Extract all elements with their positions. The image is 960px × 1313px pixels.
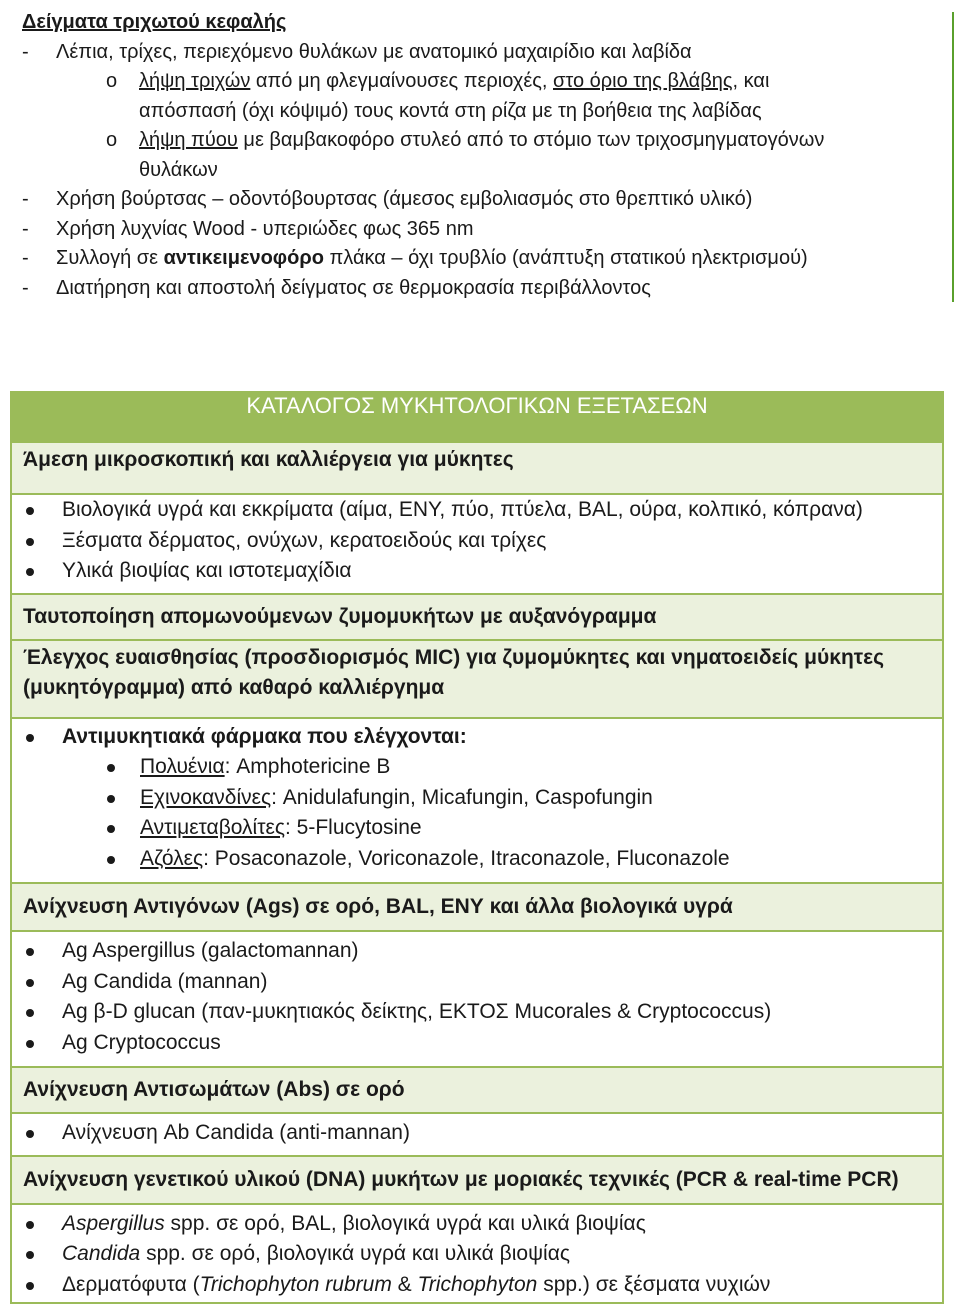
section-body <box>11 1204 943 1304</box>
list-item: Ag Aspergillus (galactomannan) <box>23 936 931 967</box>
text-run: spp.) σε ξέσματα νυχιών <box>537 1272 771 1296</box>
dash-item-text: Διατήρηση και αποστολή δείγματος σε θερμοκρασία περιβάλλοντος <box>56 276 651 299</box>
drug-list <box>23 752 931 874</box>
text-run: απόσπασή (όχι κόψιμό) τους κοντά στη ρίζα με τη βοήθεια της λαβίδας <box>139 99 762 122</box>
section-header-text: Άμεση μικροσκοπική και καλλιέργεια για μύκητες <box>23 448 514 471</box>
bullet-list <box>23 495 931 587</box>
mycology-exam-catalog-table <box>10 391 944 1304</box>
genus-name: Candida <box>62 1242 141 1265</box>
drug-class: Αντιμεταβολίτες <box>140 816 285 839</box>
list-item: Ξέσματα δέρματος, ονύχων, κερατοειδούς και τρίχες <box>23 526 931 557</box>
text-run: Συλλογή σε <box>56 247 164 269</box>
dash-marker: - <box>22 188 29 210</box>
bullet-list <box>23 1209 931 1301</box>
section-body <box>11 1113 943 1156</box>
section-title: Δείγματα τριχωτού κεφαλής <box>22 11 287 33</box>
drug-names: Posaconazole, Voriconazole, Itraconazole, Fluconazole <box>214 846 730 870</box>
catalog-heading: ΚΑΤΑΛΟΓΟΣ ΜΥΚΗΤΟΛΟΓΙΚΩΝ ΕΞΕΤΑΣΕΩΝ <box>11 392 943 442</box>
drug-item <box>23 813 931 844</box>
section-header-text: (μυκητόγραμμα) από καθαρό καλλιέργημα <box>23 675 445 699</box>
underlined-term: λήψη πύου <box>139 129 238 151</box>
circle-bullet-icon: o <box>106 70 118 92</box>
list-item: Ag Cryptococcus <box>23 1028 931 1059</box>
separator: : <box>203 846 215 870</box>
dash-item <box>22 215 952 245</box>
right-margin-rule <box>952 12 954 302</box>
drug-names: Anidulafungin, Micafungin, Caspofungin <box>282 785 653 809</box>
drug-item <box>23 752 931 783</box>
separator: : <box>285 816 297 839</box>
underlined-term: στο όριο της βλάβης <box>553 70 733 92</box>
dash-item-text: Χρήση βούρτσας – οδοντόβουρτσας (άμεσος εμβολιασμός στο θρεπτικό υλικό) <box>56 188 753 210</box>
separator: : <box>271 785 283 809</box>
text-run: από μη φλεγμαίνουσες περιοχές, <box>250 70 553 92</box>
underlined-term: λήψη τριχών <box>139 70 251 92</box>
list-item: Ag β-D glucan (παν-μυκητιακός δείκτης, ΕΚΤΟΣ Mucorales & Cryptococcus) <box>23 997 931 1028</box>
section-header: Ταυτοποίηση απομωνούμενων ζυμομυκήτων με αυξανόγραμμα <box>11 594 943 640</box>
text-run: πλάκα – όχι τρυβλίο (ανάπτυξη στατικού ηλεκτρισμού) <box>323 247 808 269</box>
drug-names: 5-Flucytosine <box>296 816 422 839</box>
drug-names: Amphotericine B <box>236 755 391 778</box>
dash-item-text: Χρήση λυχνίας Wood - υπεριώδες φως 365 nm <box>56 217 474 240</box>
drug-item <box>23 783 931 814</box>
text-run: με βαμβακοφόρο στυλεό από το στόμιο των τριχοσμηγματογόνων <box>237 129 825 151</box>
dash-item-text: Λέπια, τρίχες, περιεχόμενο θυλάκων με ανατομικό μαχαιρίδιο και λαβίδα <box>56 40 692 63</box>
section-header <box>11 442 943 494</box>
section-header <box>11 640 943 718</box>
scalp-samples-section <box>22 8 952 303</box>
text-run: spp. σε ορό, BAL, βιολογικά υγρά και υλικά βιοψίας <box>164 1211 646 1235</box>
dash-marker: - <box>22 40 29 63</box>
list-item <box>23 1209 931 1240</box>
drug-class: Πολυένια <box>140 755 225 778</box>
dash-item <box>22 274 952 304</box>
section-body <box>11 494 943 594</box>
bullet-list <box>23 936 931 1058</box>
bold-term: αντικειμενοφόρο <box>163 247 324 269</box>
section-header: Ανίχνευση γενετικού υλικού (DNA) μυκήτων με μοριακές τεχνικές (PCR & real-time PCR) <box>11 1156 943 1204</box>
genus-name: Trichophyton <box>417 1272 538 1296</box>
dash-marker: - <box>22 217 29 240</box>
list-item: Ag Candida (mannan) <box>23 967 931 998</box>
text-run: Δερματόφυτα ( <box>62 1272 200 1296</box>
dash-item <box>22 244 952 274</box>
list-item: Ανίχνευση Ab Candida (anti-mannan) <box>23 1118 931 1149</box>
text-run: & <box>391 1272 418 1296</box>
drug-class: Αζόλες <box>140 846 204 870</box>
text-run: θυλάκων <box>139 158 218 181</box>
drug-item <box>23 844 931 875</box>
dash-marker: - <box>22 247 29 269</box>
section-body <box>11 718 943 884</box>
bullet-list <box>23 722 931 753</box>
section-body <box>11 931 943 1067</box>
dash-item <box>22 185 952 215</box>
section-header: Ανίχνευση Αντιγόνων (Ags) σε ορό, BAL, ΕΝΥ και άλλα βιολογικά υγρά <box>11 883 943 931</box>
genus-name: Aspergillus <box>62 1211 165 1235</box>
section-header: Ανίχνευση Αντισωμάτων (Abs) σε ορό <box>11 1067 943 1113</box>
species-name: Trichophyton rubrum <box>199 1272 392 1296</box>
sub-item <box>22 67 952 126</box>
sub-item-text <box>22 67 952 126</box>
bullet-list <box>23 1118 931 1149</box>
list-item: Υλικά βιοψίας και ιστοτεμαχίδια <box>23 556 931 587</box>
separator: : <box>224 755 237 778</box>
list-item <box>23 1239 931 1270</box>
drug-class: Εχινοκανδίνες <box>140 785 272 809</box>
list-item: Βιολογικά υγρά και εκκρίματα (αίμα, ΕΝΥ, πύο, πτύελα, BAL, ούρα, κολπικό, κόπρανα) <box>23 495 931 526</box>
section-header-text: Έλεγχος ευαισθησίας (προσδιορισμός MIC) για ζυμομύκητες και νηματοειδείς μύκητες <box>23 645 885 669</box>
dash-item-text <box>22 244 952 274</box>
sub-item-text <box>22 126 952 185</box>
list-item <box>23 1270 931 1301</box>
dash-item <box>22 38 952 68</box>
text-run: , και <box>732 70 770 92</box>
drugs-label: Αντιμυκητιακά φάρμακα που ελέγχονται: <box>23 722 931 753</box>
dash-marker: - <box>22 276 29 299</box>
text-run: spp. σε ορό, βιολογικά υγρά και υλικά βιοψίας <box>140 1242 570 1265</box>
sub-item <box>22 126 952 185</box>
circle-bullet-icon: o <box>106 129 118 151</box>
